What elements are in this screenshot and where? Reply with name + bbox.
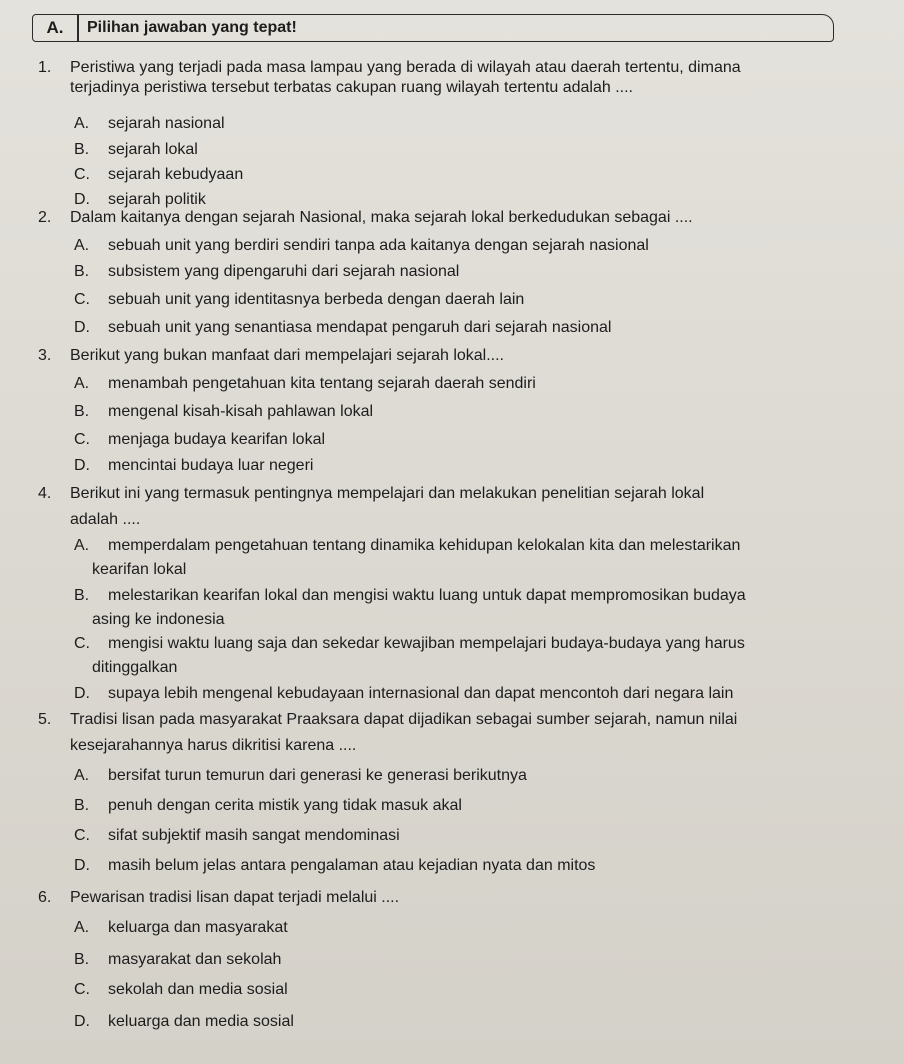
option-text-line: bersifat turun temurun dari generasi ke generasi berikutnya (108, 767, 527, 784)
option-letter: B. (74, 141, 90, 158)
option-text-line: mengisi waktu luang saja dan sekedar kewajiban mempelajari budaya-budaya yang harus (108, 635, 745, 652)
option-text-line: menambah pengetahuan kita tentang sejarah daerah sendiri (108, 375, 536, 392)
section-header (32, 14, 834, 42)
question-text-line: Berikut yang bukan manfaat dari mempelajari sejarah lokal.... (70, 347, 504, 364)
option-text-line: melestarikan kearifan lokal dan mengisi waktu luang untuk dapat mempromosikan budaya (108, 587, 746, 604)
question-text-line: Tradisi lisan pada masyarakat Praaksara dapat dijadikan sebagai sumber sejarah, namun nilai (70, 711, 738, 728)
question-text-line: Peristiwa yang terjadi pada masa lampau yang berada di wilayah atau daerah tertentu, dimana (70, 59, 741, 76)
option-text-line: masih belum jelas antara pengalaman atau kejadian nyata dan mitos (108, 857, 596, 874)
option-letter: D. (74, 319, 90, 336)
option-text-line: kearifan lokal (92, 561, 187, 578)
section-letter: A. (33, 15, 79, 41)
question-number: 4. (38, 485, 52, 502)
option-letter: D. (74, 685, 90, 702)
question-text-line: kesejarahannya harus dikritisi karena .... (70, 737, 357, 754)
option-text-line: memperdalam pengetahuan tentang dinamika kehidupan kelokalan kita dan melestarikan (108, 537, 741, 554)
question-text-line: adalah .... (70, 511, 141, 528)
option-text-line: masyarakat dan sekolah (108, 951, 282, 968)
option-text-line: mencintai budaya luar negeri (108, 457, 314, 474)
option-letter: A. (74, 115, 90, 132)
option-letter: C. (74, 431, 90, 448)
question-number: 2. (38, 209, 52, 226)
option-text-line: sifat subjektif masih sangat mendominasi (108, 827, 400, 844)
option-letter: D. (74, 857, 90, 874)
option-letter: B. (74, 587, 90, 604)
option-text-line: sebuah unit yang senantiasa mendapat pengaruh dari sejarah nasional (108, 319, 612, 336)
option-text-line: penuh dengan cerita mistik yang tidak masuk akal (108, 797, 462, 814)
option-text-line: keluarga dan media sosial (108, 1013, 294, 1030)
option-letter: D. (74, 191, 90, 208)
option-text-line: ditinggalkan (92, 659, 178, 676)
option-letter: D. (74, 1013, 90, 1030)
option-text-line: subsistem yang dipengaruhi dari sejarah nasional (108, 263, 460, 280)
section-title: Pilihan jawaban yang tepat! (87, 19, 297, 36)
option-text-line: sejarah lokal (108, 141, 198, 158)
option-text-line: sebuah unit yang berdiri sendiri tanpa ada kaitanya dengan sejarah nasional (108, 237, 649, 254)
question-number: 6. (38, 889, 52, 906)
option-letter: A. (74, 237, 90, 254)
question-text-line: terjadinya peristiwa tersebut terbatas cakupan ruang wilayah tertentu adalah .... (70, 79, 633, 96)
question-text-line: Pewarisan tradisi lisan dapat terjadi melalui .... (70, 889, 400, 906)
question-number: 5. (38, 711, 52, 728)
option-text-line: sekolah dan media sosial (108, 981, 288, 998)
question-text-line: Berikut ini yang termasuk pentingnya mempelajari dan melakukan penelitian sejarah lokal (70, 485, 705, 502)
option-text-line: keluarga dan masyarakat (108, 919, 288, 936)
question-text-line: Dalam kaitanya dengan sejarah Nasional, maka sejarah lokal berkedudukan sebagai .... (70, 209, 693, 226)
option-letter: B. (74, 403, 90, 420)
option-letter: C. (74, 827, 90, 844)
option-letter: C. (74, 635, 90, 652)
option-letter: D. (74, 457, 90, 474)
option-letter: B. (74, 797, 90, 814)
option-text-line: asing ke indonesia (92, 611, 225, 628)
option-letter: C. (74, 166, 90, 183)
option-letter: A. (74, 537, 90, 554)
option-text-line: sejarah politik (108, 191, 206, 208)
question-number: 3. (38, 347, 52, 364)
option-text-line: sejarah kebudyaan (108, 166, 244, 183)
option-text-line: mengenal kisah-kisah pahlawan lokal (108, 403, 374, 420)
option-letter: B. (74, 951, 90, 968)
option-letter: C. (74, 291, 90, 308)
option-letter: A. (74, 767, 90, 784)
option-text-line: sebuah unit yang identitasnya berbeda dengan daerah lain (108, 291, 525, 308)
option-text-line: sejarah nasional (108, 115, 225, 132)
question-number: 1. (38, 59, 52, 76)
option-letter: B. (74, 263, 90, 280)
option-letter: C. (74, 981, 90, 998)
option-text-line: menjaga budaya kearifan lokal (108, 431, 326, 448)
option-text-line: supaya lebih mengenal kebudayaan internasional dan dapat mencontoh dari negara lain (108, 685, 734, 702)
option-letter: A. (74, 919, 90, 936)
option-letter: A. (74, 375, 90, 392)
